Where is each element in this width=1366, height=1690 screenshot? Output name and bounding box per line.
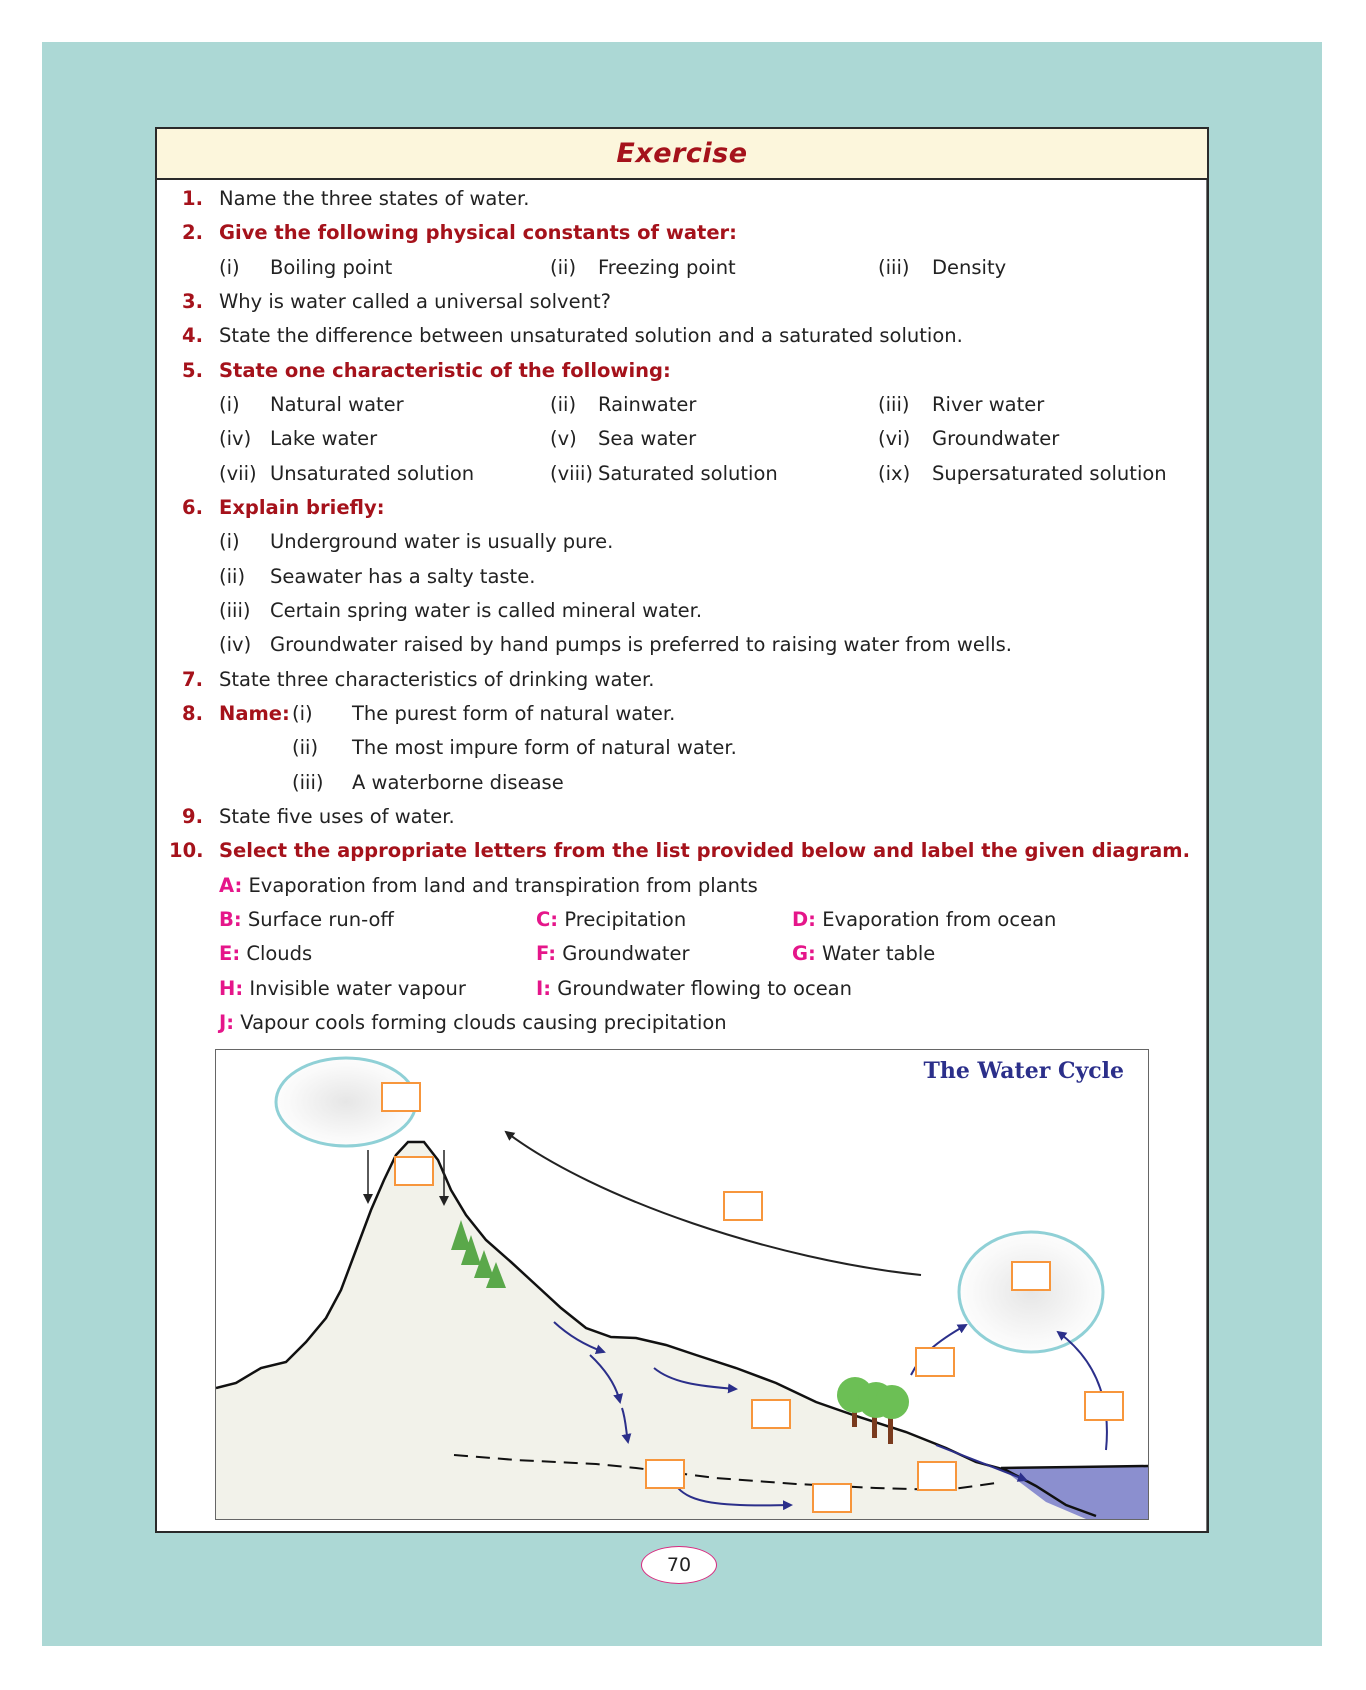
question-5-text: State one characteristic of the following: [219,359,671,382]
sub-label: (iii) [219,599,251,622]
question-number: 8. [182,702,203,725]
question-number: 1. [182,187,203,210]
exercise-title: Exercise [616,138,748,169]
question-number: 6. [182,496,203,519]
sub-label: (v) [550,427,577,450]
sub-item: River water [932,393,1045,416]
sub-item: Sea water [598,427,697,450]
option-c: C: Precipitation [536,908,687,931]
question-6-text: Explain briefly: [219,496,385,519]
label-box [1085,1392,1123,1420]
vapour-arrow [506,1132,921,1275]
sub-label: (vii) [219,462,257,485]
sub-label: (i) [292,702,313,725]
option-h: H: Invisible water vapour [219,977,466,1000]
sub-label: (ii) [550,393,577,416]
question-number: 10. [169,839,204,862]
sub-label: (i) [219,393,240,416]
exercise-box [155,127,1209,1533]
question-4-text: State the difference between unsaturated solution and a saturated solution. [219,324,963,347]
water-cycle-illustration [216,1050,1148,1519]
sub-item: The most impure form of natural water. [352,736,737,759]
option-a: A: Evaporation from land and transpiration from plants [219,874,758,897]
option-g: G: Water table [792,942,936,965]
question-number: 9. [182,805,203,828]
sub-label: (ii) [550,256,577,279]
sub-item: Groundwater raised by hand pumps is preferred to raising water from wells. [270,633,1013,656]
question-1-text: Name the three states of water. [219,187,530,210]
sub-item: Natural water [270,393,404,416]
sub-label: (iv) [219,633,252,656]
sub-label: (iii) [292,771,324,794]
question-number: 2. [182,221,203,244]
cloud-right [959,1232,1103,1352]
sub-item: Saturated solution [598,462,778,485]
question-3-text: Why is water called a universal solvent? [219,290,611,313]
sub-item: Unsaturated solution [270,462,475,485]
sub-item: Lake water [270,427,378,450]
sub-label: (iii) [878,256,910,279]
sub-label: (i) [219,256,240,279]
sub-label: (ii) [219,565,246,588]
sub-item: Freezing point [598,256,736,279]
sub-label: (vi) [878,427,911,450]
label-box [382,1083,420,1111]
water-cycle-diagram [215,1049,1149,1520]
sub-item: Boiling point [270,256,393,279]
question-number: 7. [182,668,203,691]
label-box [724,1192,762,1220]
label-box [646,1460,684,1488]
sub-item: A waterborne disease [352,771,564,794]
exercise-header [157,129,1207,180]
page-number: 70 [641,1546,717,1584]
sub-label: (viii) [550,462,594,485]
question-number: 4. [182,324,203,347]
label-box [918,1462,956,1490]
sub-item: The purest form of natural water. [352,702,676,725]
sub-label: (ix) [878,462,911,485]
question-2-text: Give the following physical constants of water: [219,221,737,244]
sub-item: Underground water is usually pure. [270,530,614,553]
label-box [752,1400,790,1428]
question-9-text: State five uses of water. [219,805,455,828]
label-box [916,1348,954,1376]
sub-item: Density [932,256,1007,279]
sub-item: Rainwater [598,393,697,416]
question-number: 3. [182,290,203,313]
option-e: E: Clouds [219,942,313,965]
sub-label: (iii) [878,393,910,416]
sub-label: (iv) [219,427,252,450]
label-box [813,1484,851,1512]
sub-item: Supersaturated solution [932,462,1167,485]
sub-item: Certain spring water is called mineral water. [270,599,703,622]
question-8-text: Name: [219,702,290,725]
question-7-text: State three characteristics of drinking water. [219,668,655,691]
option-j: J: Vapour cools forming clouds causing precipitation [219,1011,727,1034]
option-i: I: Groundwater flowing to ocean [536,977,852,1000]
sub-item: Seawater has a salty taste. [270,565,536,588]
question-10-text: Select the appropriate letters from the list provided below and label the given diagram. [219,839,1190,862]
question-number: 5. [182,359,203,382]
label-box [1012,1262,1050,1290]
sub-item: Groundwater [932,427,1060,450]
question-1 [182,187,203,211]
sub-label: (ii) [292,736,319,759]
label-box [395,1157,433,1185]
sub-label: (i) [219,530,240,553]
option-d: D: Evaporation from ocean [792,908,1057,931]
diagram-title: The Water Cycle [923,1058,1124,1084]
option-f: F: Groundwater [536,942,690,965]
option-b: B: Surface run-off [219,908,394,931]
